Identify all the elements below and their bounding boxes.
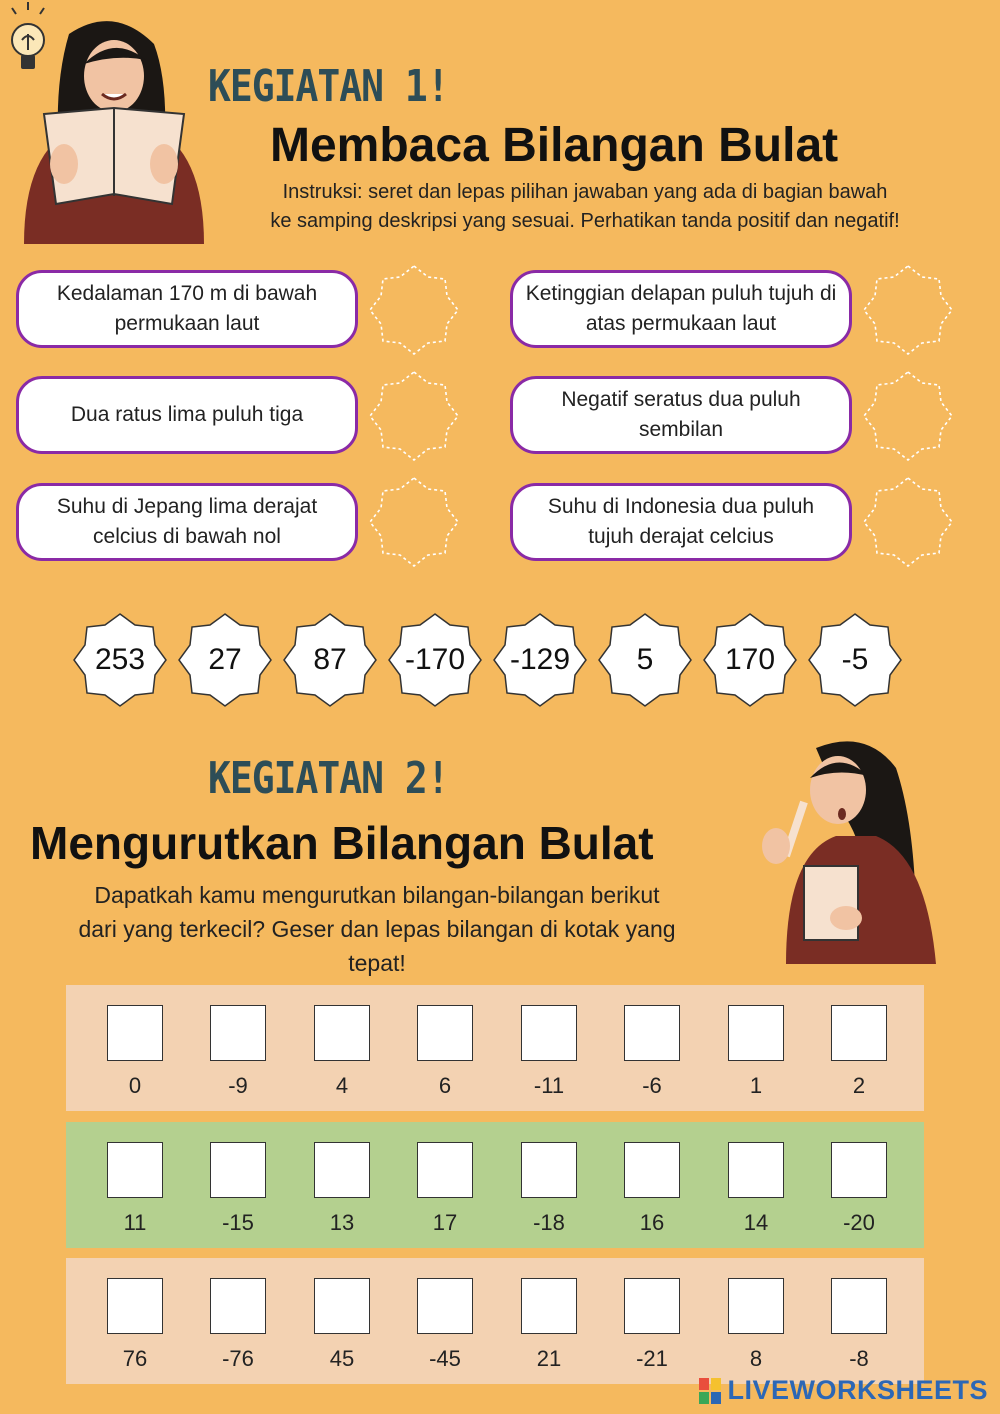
- number-label[interactable]: -11: [533, 1073, 565, 1098]
- answer-box[interactable]: [107, 1278, 163, 1334]
- activity1-title: Membaca Bilangan Bulat: [270, 119, 839, 172]
- answer-box[interactable]: [521, 1142, 577, 1198]
- description-box: [16, 270, 358, 348]
- description-text: Dua ratus lima puluh tiga: [70, 403, 304, 426]
- girl-thinking-illustration: [746, 738, 942, 964]
- ordering-cell: [521, 1142, 577, 1235]
- answer-box[interactable]: [417, 1142, 473, 1198]
- number-label[interactable]: 6: [438, 1073, 452, 1098]
- number-label[interactable]: -21: [636, 1346, 668, 1371]
- number-label[interactable]: -8: [849, 1346, 869, 1371]
- answer-box[interactable]: [521, 1005, 577, 1061]
- number-label[interactable]: 13: [329, 1210, 355, 1235]
- answer-choice-value: 253: [94, 643, 146, 676]
- answer-choice-tile[interactable]: [387, 612, 483, 708]
- girl-reading-illustration: [14, 14, 204, 258]
- answer-choice-value: 5: [636, 643, 654, 676]
- answer-drop-zone[interactable]: [368, 476, 460, 568]
- instruction-line: tepat!: [348, 950, 406, 976]
- instruction-line: Instruksi: seret dan lepas pilihan jawaban yang ada di bagian bawah: [282, 181, 888, 203]
- number-label[interactable]: 0: [128, 1073, 142, 1098]
- answer-choice-tile[interactable]: [177, 612, 273, 708]
- description-box: [510, 270, 852, 348]
- liveworksheets-wordmark: LIVEWORKSHEETS: [727, 1375, 988, 1405]
- ordering-cell: [314, 1278, 370, 1371]
- answer-box[interactable]: [210, 1005, 266, 1061]
- answer-choice-value: -5: [841, 643, 869, 676]
- answer-choice-value: 170: [724, 643, 776, 676]
- number-label[interactable]: 14: [743, 1210, 769, 1235]
- answer-choice-tile[interactable]: [282, 612, 378, 708]
- liveworksheets-logo-icon: [699, 1378, 723, 1404]
- number-label[interactable]: -9: [228, 1073, 248, 1098]
- number-label[interactable]: 76: [122, 1346, 148, 1371]
- ordering-cell: [521, 1005, 577, 1098]
- answer-box[interactable]: [624, 1142, 680, 1198]
- answer-drop-zone[interactable]: [862, 476, 954, 568]
- instruction-line: Dapatkah kamu mengurutkan bilangan-bilangan berikut: [94, 882, 660, 908]
- description-text: Kedalaman 170 m di bawah permukaan laut: [56, 282, 318, 335]
- answer-choice-tile[interactable]: [807, 612, 903, 708]
- activity2-instruction: [14, 878, 740, 980]
- answer-box[interactable]: [831, 1278, 887, 1334]
- answer-box[interactable]: [728, 1005, 784, 1061]
- answer-box[interactable]: [210, 1142, 266, 1198]
- number-label[interactable]: 45: [329, 1346, 355, 1371]
- answer-box[interactable]: [831, 1005, 887, 1061]
- ordering-row: [66, 1258, 924, 1384]
- answer-box[interactable]: [624, 1278, 680, 1334]
- number-label[interactable]: 1: [749, 1073, 763, 1098]
- ordering-cell: [831, 1142, 887, 1235]
- ordering-cell: [417, 1278, 473, 1371]
- answer-box[interactable]: [728, 1142, 784, 1198]
- ordering-cell: [624, 1005, 680, 1098]
- activity2-title: Mengurutkan Bilangan Bulat: [30, 817, 654, 869]
- number-label[interactable]: -15: [222, 1210, 254, 1235]
- answer-choice-tile[interactable]: [492, 612, 588, 708]
- number-label[interactable]: -6: [642, 1073, 662, 1098]
- answer-box[interactable]: [314, 1278, 370, 1334]
- answer-choice-tile[interactable]: [597, 612, 693, 708]
- answer-box[interactable]: [107, 1142, 163, 1198]
- answer-box[interactable]: [314, 1142, 370, 1198]
- ordering-cell: [210, 1142, 266, 1235]
- description-text: Suhu di Indonesia dua puluh tujuh derajat celcius: [547, 495, 815, 548]
- answer-choice-value: 87: [313, 643, 347, 676]
- number-label[interactable]: -18: [533, 1210, 565, 1235]
- description-text: Negatif seratus dua puluh sembilan: [561, 388, 801, 441]
- answer-box[interactable]: [417, 1278, 473, 1334]
- ordering-cell: [831, 1005, 887, 1098]
- number-label[interactable]: 17: [432, 1210, 458, 1235]
- number-label[interactable]: -20: [843, 1210, 875, 1235]
- description-text: Ketinggian delapan puluh tujuh di atas permukaan laut: [525, 282, 837, 335]
- number-label[interactable]: 2: [852, 1073, 866, 1098]
- answer-box[interactable]: [728, 1278, 784, 1334]
- ordering-cell: [417, 1142, 473, 1235]
- activity1-instruction: [205, 178, 965, 236]
- answer-box[interactable]: [831, 1142, 887, 1198]
- ordering-cell: [417, 1005, 473, 1098]
- answer-choice-tile[interactable]: [702, 612, 798, 708]
- ordering-cell: [624, 1278, 680, 1371]
- number-label[interactable]: -76: [222, 1346, 254, 1371]
- ordering-cell: [107, 1278, 163, 1371]
- activity1-label: KEGIATAN 1!: [208, 60, 449, 112]
- number-label[interactable]: 16: [639, 1210, 665, 1235]
- number-label[interactable]: 21: [536, 1346, 562, 1371]
- ordering-cell: [107, 1005, 163, 1098]
- description-box: [16, 376, 358, 454]
- ordering-cell: [314, 1005, 370, 1098]
- answer-choice-tile[interactable]: [72, 612, 168, 708]
- ordering-row: [66, 985, 924, 1111]
- answer-box[interactable]: [624, 1005, 680, 1061]
- ordering-row: [66, 1122, 924, 1248]
- number-label[interactable]: 4: [335, 1073, 349, 1098]
- description-box: [510, 483, 852, 561]
- description-box: [16, 483, 358, 561]
- instruction-line: ke samping deskripsi yang sesuai. Perhatikan tanda positif dan negatif!: [270, 210, 900, 232]
- ordering-cell: [107, 1142, 163, 1235]
- number-label[interactable]: 11: [123, 1210, 147, 1235]
- ordering-cell: [728, 1142, 784, 1235]
- activity2-label: KEGIATAN 2!: [208, 752, 449, 804]
- number-label[interactable]: -45: [429, 1346, 461, 1371]
- answer-choice-value: 27: [208, 643, 242, 676]
- answer-box[interactable]: [210, 1278, 266, 1334]
- ordering-cell: [624, 1142, 680, 1235]
- answer-drop-zone[interactable]: [862, 264, 954, 356]
- number-label[interactable]: 8: [749, 1346, 763, 1371]
- ordering-cell: [728, 1278, 784, 1371]
- answer-box[interactable]: [107, 1005, 163, 1061]
- ordering-cell: [314, 1142, 370, 1235]
- ordering-cell: [521, 1278, 577, 1371]
- ordering-cell: [831, 1278, 887, 1371]
- description-box: [510, 376, 852, 454]
- answer-choice-value: -170: [404, 643, 466, 676]
- ordering-cell: [728, 1005, 784, 1098]
- liveworksheets-logo: [699, 1375, 988, 1406]
- ordering-cell: [210, 1278, 266, 1371]
- ordering-cell: [210, 1005, 266, 1098]
- description-text: Suhu di Jepang lima derajat celcius di bawah nol: [56, 495, 318, 548]
- answer-box[interactable]: [521, 1278, 577, 1334]
- answer-box[interactable]: [417, 1005, 473, 1061]
- answer-drop-zone[interactable]: [862, 370, 954, 462]
- instruction-line: dari yang terkecil? Geser dan lepas bilangan di kotak yang: [78, 916, 676, 942]
- answer-choice-value: -129: [509, 643, 571, 676]
- answer-drop-zone[interactable]: [368, 370, 460, 462]
- answer-box[interactable]: [314, 1005, 370, 1061]
- answer-drop-zone[interactable]: [368, 264, 460, 356]
